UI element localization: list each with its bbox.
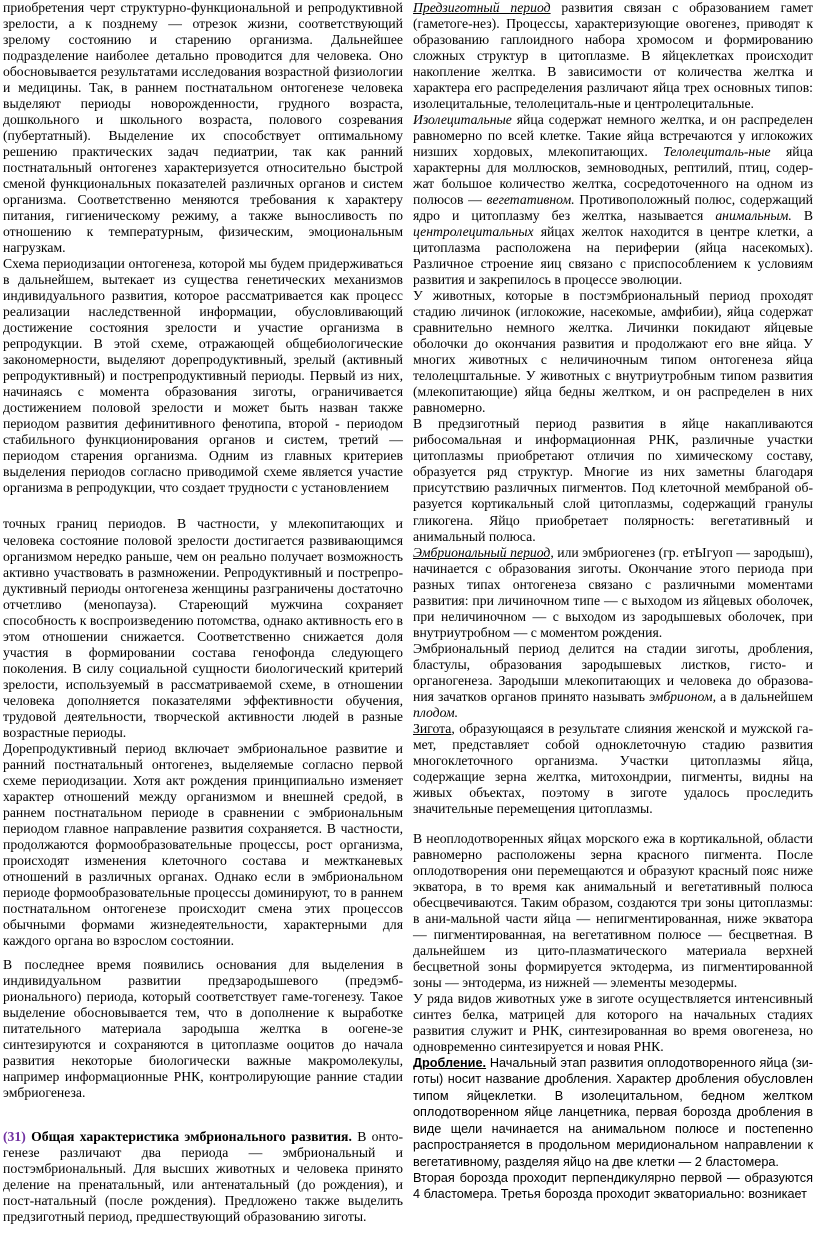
paragraph-embryonic-stages (413, 641, 813, 721)
paragraph-text: а в дальнейшем (716, 688, 813, 704)
spacer (3, 1115, 403, 1129)
paragraph-text: Противоположный полюс, содержащий ядро и цитоплазму без желтка, называется (413, 192, 813, 224)
paragraph-prezygotic (413, 0, 813, 112)
paragraph-larval-eggs: У животных, которые в постэмбриональный период проходят стадию личинок (иглокожие, насекомые, амфибии), яйца содержат сравнительно немного желтка. Личинки покидают яйцевые оболочки до окончания развития и продолжают его вне яйца. У многих животных с неличиночным типом онтогенеза яйца телолецштальные. У животных с внутриутробным типом развития (млекопитающие) яйца бедны желтком, и он распределен в них равномерно. (413, 288, 813, 416)
paragraph-pre-embryonic: В последнее время появились основания для выделения в индивидуальном развитии предзародышевого (предэмбрионального) периода, который соответствует гаме-тогенезу. Такое выделение обосновывается тем, что в дополнение к выработке питательного материала зародыша желтка в оогене-зе синтезируются и сохраняются в цитоплазме ооцитов до начала развития некоторые биологически важные макромолекулы, например информационные РНК, контролирующие ранние стадии эмбриогенеза. (3, 956, 403, 1101)
paragraph-ontogenesis-periods: приобретения черт структурно-функциональной и репродуктивной зрелости, а к позднему — отрезок жизни, соответствующий зрелому состоянию и старению организма. Дальнейшее подразделение наиболее детально проводится для человека. Оно обосновывается результатами исследования возрастной физиологии и медицины. Так, в раннем постнатальном онтогенезе человека выделяют периоды новорожденности, грудного возраста, дошкольного и школьного возраста, полового созревания (пубертатный). Выделение их способствует оптимальному решению практических задач педиатрии, так как ранний постнатальный онтогенез характеризуется относительно быстрой сменой функциональных показателей различных органов и систем организма. Соответственно меняются требования к характеру питания, гигиеническому режиму, а также выносливость по отношению к температурным, физическим, эмоциональным нагрузкам. (3, 0, 403, 256)
term-fetus: плодом. (413, 704, 459, 720)
paragraph-zygote (413, 721, 813, 817)
paragraph-text: яйца характерны для моллюсков, земноводных, рептилий, птиц, содержат большое количество желтка, сосредоточенного на одном из полюсов — (413, 144, 813, 208)
paragraph-egg-types (413, 112, 813, 288)
term-zygote: Зигота (413, 720, 452, 736)
paragraph-protein-synthesis: У ряда видов животных уже в зиготе осуществляется интенсивный синтез белка, матрицей для которого на начальных стадиях развития служит и РНК, синтезированная во время овогенеза, но одновременно синтезируется и новая РНК. (413, 990, 813, 1054)
left-column (3, 0, 403, 1225)
spacer (3, 496, 403, 516)
paragraph-second-furrow: Вторая борозда проходит перпендикулярно первой — образуются 4 бластомера. Третья борозда проходит экваториально: возникает (413, 1170, 813, 1202)
paragraph-text: Эмбриональный период делится на стадии зиготы, дробления, бластулы, образования зародышевых листков, гисто- и органогенеза. Зародыши млекопитающих и человека до образования зачатков органов принято называть (413, 640, 813, 704)
paragraph-text: , образующаяся в результате слияния женской и мужской гамет, представляет собой одноклеточную стадию развития многоклеточного организма. Участки цитоплазмы яйца, содержащие зерна желтка, митохондрии, пигменты, видны на живых объектах, поэтому в зиготе удалось проследить значительные перемещения цитоплазмы. (413, 720, 813, 816)
paragraph-embryonic-period (413, 545, 813, 641)
term-embryo: эмбрионом, (649, 688, 717, 704)
paragraph-text: яйца содержат немного желтка, и он распределен равномерно по всей клетке. Такие яйца встречаются у иглокожих низших хордовых, млекопитающих. (413, 112, 813, 160)
paragraph-cleavage (413, 1055, 813, 1170)
spacer (413, 817, 813, 831)
term-embryonic-period: Эмбриональный период, (413, 544, 554, 560)
term-centrolecithal: центролецитальных (413, 224, 534, 240)
paragraph-period-boundaries: точных границ периодов. В частности, у млекопитающих и человека состояние половой зрелости достигается развивающимся организмом нередко раньше, чем он реально получает возможность активно участвовать в размножении. Репродуктивный и пострепродуктивный периоды онтогенеза женщины разграничены достаточно отчетливо (менопауза). Стареющий мужчина сохраняет способность к воспроизведению потомства, однако активность его в этом отношении снижается. Соответственно снижается доля участия в формировании состава генофонда следующего поколения. В силу социальной сущности биологический критерий зрелости, используемый в рассматриваемой схеме, в отношении человека дополняется показателями эффективности обучения, трудовой деятельности, творческой активности людей в разные возрастные периоды. (3, 516, 403, 740)
paragraph-text: яйцах желток находится в центре клетки, а цитоплазма расположена на периферии (яйца насекомых). Различное строение яиц связано с приспособлением к условиям развития и закрепилось в процессе эволюции. (413, 224, 813, 288)
term-prezygotic-period: Предзиготный период (413, 0, 551, 15)
section-body: В онтогенезе различают два периода — эмбриональный и постэмбриональный. Для высших животных и человека принято деление на пренатальный, или антенатальный (до рождения), и пост-натальный (после рождения). Предложено также выделить предзиготный период, предшествующий образованию зиготы. (3, 1129, 404, 1225)
right-column (413, 0, 813, 1203)
section-heading: Общая характеристика эмбрионального развития. (31, 1129, 352, 1145)
spacer (3, 949, 403, 957)
paragraph-text: В (791, 208, 813, 224)
spacer (3, 1101, 403, 1115)
term-vegetative: вегетативном. (486, 192, 575, 208)
paragraph-rna-accumulation: В предзиготный период развития в яйце накапливаются рибосомальная и информационная РНК, различные участки цитоплазмы приобретают отличия по химическому составу, образуется ряд структур. Многие из них заметны благодаря присутствию различных пигментов. Под клеточной мембраной образуется кортикальный слой цитоплазмы, содержащий гранулы гликогена. Яйцо приобретает полярность: вегетативный и анимальный полюса. (413, 416, 813, 544)
paragraph-text: развития связан с образованием гамет (гаметоге-нез). Процессы, характеризующие овогенез, приводят к образованию гаплоидного набора хромосом и формированию сложных структур в цитоплазме. В яйцеклетках происходит накопление желтка. В зависимости от количества желтка и характера его распределения различают яйца трех основных типов: изолецитальные, телолециталь-ные и центролецитальные. (413, 0, 813, 112)
paragraph-periodization-scheme: Схема периодизации онтогенеза, которой мы будем придерживаться в дальнейшем, вытекает из существа генетических механизмов индивидуального развития, которое рассматривается как процесс реализации наследственной информации, обусловливающий достижение состояния зрелости и участие организма в репродукции. В этой схеме, отражающей общебиологические закономерности, выделяют дорепродуктивный, зрелый (активный репродуктивный) и пострепродуктивный периоды. Первый из них, начинаясь с момента образования зиготы, ограничивается достижением половой зрелости и может быть назван также периодом развития дефинитивного фенотипа, второй - периодом стабильного функционирования органов и систем, третий — периодом старения организма. Одним из главных критериев выделения периодов согласно приводимой схеме является участие организма в репродукции, что создает трудности с установлением (3, 256, 403, 496)
term-telolecithal: Телолециталь-ные (663, 144, 771, 160)
paragraph-text: Начальный этап развития оплодотворенного яйца (зиготы) носит название дробления. Характер дробления обусловлен типом яйцеклетки. В изолецитальном, бедном желтком оплодотворенном яйце ланцетника, первая борозда дробления в виде щели начинается на анимальном полюсе и постепенно распространяется в продольном меридиональном направлении к вегетативному, разделяя яйцо на две клетки — 2 бластомера. (413, 1056, 813, 1169)
paragraph-embryonic-overview (3, 1129, 403, 1225)
paragraph-sea-urchin: В неоплодотворенных яйцах морского ежа в кортикальной, области равномерно расположены зерна красного пигмента. После оплодотворения они перемещаются и образуют красный пояс ниже экватора, в то время как анимальный и вегетативный полюса обесцвечиваются. Таким образом, создаются три зоны цитоплазмы: в ани-мальной части яйца — непигментированная, ниже экватора — пигментированная, на вегетативном полюсе — бесцветная. В дальнейшем из цито-плазматического материала верхней бесцветной зоны формируется эктодерма, из пигментированной зоны — энтодерма, из нижней — элементы мезодермы. (413, 830, 813, 990)
section-number: (31) (3, 1129, 26, 1145)
term-animal: анимальным. (715, 208, 792, 224)
term-cleavage: Дробление. (413, 1056, 487, 1071)
term-isolecithal: Изолецитальные (413, 112, 512, 128)
paragraph-prereproductive: Дорепродуктивный период включает эмбриональное развитие и ранний постнатальный онтогенез, выделяемые согласно первой схеме периодизации. Хотя акт рождения принципиально изменяет характер отношений между организмом и внешней средой, в раннем постнатальном периоде в сравнении с эмбриональным периодом главное направление развития сохраняется. В частности, продолжаются формообразовательные процессы, рост организма, происходят изменения клеточного состава и межтканевых отношений в различных органах. Однако если в эмбриональном периоде формообразовательные процессы доминируют, то в раннем постнатальном онтогенезе происходит смена этих процессов обычными формами жизнедеятельности, характерными для каждого органа во взрослом состоянии. (3, 740, 403, 948)
paragraph-text: или эмбриогенез (гр. етЫгуоп — зародыш), начинается с образования зиготы. Окончание этого периода при разных типах онтогенеза связано с различными моментами развития: при личиночном типе — с выходом из яйцевых оболочек, при неличиночном — с выходом из зародышевых оболочек, при внутриутробном — с моментом рождения. (413, 544, 813, 640)
